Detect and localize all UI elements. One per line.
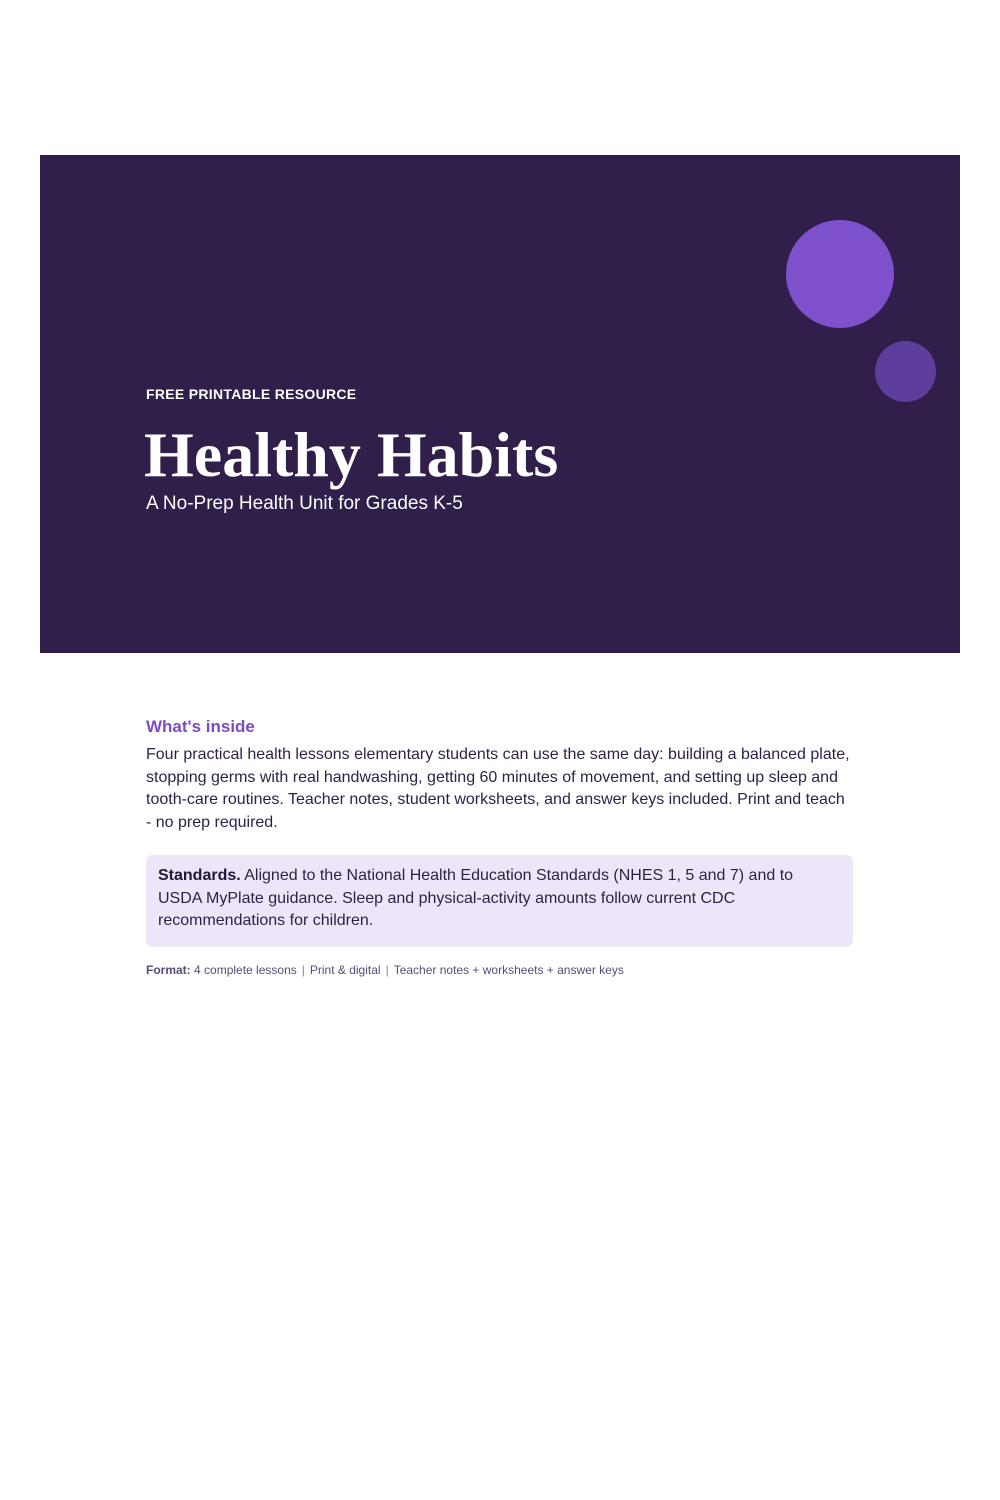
decorative-circle-small [875,341,936,402]
section-heading-whats-inside: What's inside [146,717,255,736]
format-line [146,962,853,978]
intro-paragraph: Four practical health lessons elementary students can use the same day: building a balanced plate, stopping germs with real handwashing, getting 60 minutes of movement, and setting up sleep and tooth-care routines. Teacher notes, student worksheets, and answer keys included. Print and teach - no prep required. [146,746,850,831]
format-separator: | [385,962,389,977]
hero-eyebrow: FREE PRINTABLE RESOURCE [146,386,357,402]
standards-text: Aligned to the National Health Education Standards (NHES 1, 5 and 7) and to USDA MyPlate guidance. Sleep and physical-activity amounts follow current CDC recommendations for children. [158,867,794,929]
format-separator: | [301,962,305,977]
page-subtitle: A No-Prep Health Unit for Grades K-5 [146,493,463,514]
format-item: Print & digital [309,962,381,977]
hero-banner [40,155,960,653]
standards-callout [146,855,853,947]
format-label: Format: [146,962,191,977]
decorative-circle-large [786,220,894,328]
page-title: Healthy Habits [144,419,559,490]
format-item: 4 complete lessons [194,962,297,977]
standards-label: Standards. [158,867,241,884]
format-item: Teacher notes + worksheets + answer keys [393,962,624,977]
main-content [146,716,853,978]
